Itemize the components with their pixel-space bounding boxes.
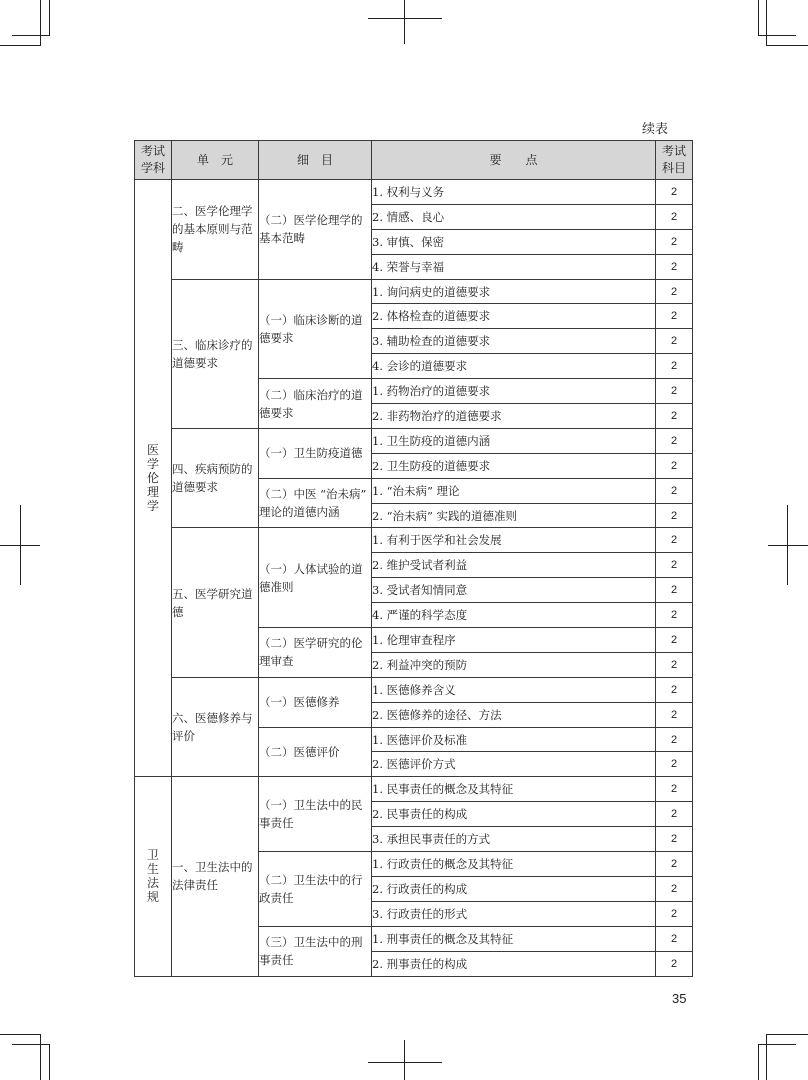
- point-cell: 1. 伦理审查程序: [372, 628, 656, 653]
- level-cell: 2: [656, 229, 693, 254]
- level-cell: 2: [656, 279, 693, 304]
- table-row: [135, 777, 693, 802]
- point-cell: 1. 卫生防疫的道德内涵: [372, 428, 656, 453]
- level-cell: 2: [656, 901, 693, 926]
- detail-cell: （二）医学研究的伦理审查: [259, 628, 372, 678]
- table-row: [135, 677, 693, 702]
- level-cell: 2: [656, 180, 693, 205]
- level-cell: 2: [656, 852, 693, 877]
- detail-cell: （一）临床诊断的道德要求: [259, 279, 372, 379]
- point-cell: 1. 刑事责任的概念及其特征: [372, 926, 656, 951]
- header-row: [135, 141, 693, 180]
- point-cell: 1. 有利于医学和社会发展: [372, 528, 656, 553]
- level-cell: 2: [656, 354, 693, 379]
- point-cell: 3. 辅助检查的道德要求: [372, 329, 656, 354]
- point-cell: 1. 询问病史的道德要求: [372, 279, 656, 304]
- level-cell: 2: [656, 329, 693, 354]
- point-cell: 2. 维护受试者利益: [372, 553, 656, 578]
- point-cell: 2. 非药物治疗的道德要求: [372, 404, 656, 429]
- header-subject: 考试 学科: [135, 141, 172, 180]
- point-cell: 2. 情感、良心: [372, 204, 656, 229]
- point-cell: 3. 行政责任的形式: [372, 901, 656, 926]
- point-cell: 1. 民事责任的概念及其特征: [372, 777, 656, 802]
- level-cell: 2: [656, 379, 693, 404]
- level-cell: 2: [656, 876, 693, 901]
- unit-cell: 一、卫生法中的法律责任: [172, 777, 259, 976]
- detail-cell: （三）卫生法中的刑事责任: [259, 926, 372, 976]
- point-cell: 3. 审慎、保密: [372, 229, 656, 254]
- level-cell: 2: [656, 727, 693, 752]
- unit-cell: 五、医学研究道德: [172, 528, 259, 677]
- level-cell: 2: [656, 453, 693, 478]
- point-cell: 2. 卫生防疫的道德要求: [372, 453, 656, 478]
- point-cell: 4. 严谨的科学态度: [372, 603, 656, 628]
- unit-cell: 六、医德修养与评价: [172, 677, 259, 777]
- unit-cell: 二、医学伦理学的基本原则与范畴: [172, 180, 259, 280]
- point-cell: 2. 医德修养的途径、方法: [372, 702, 656, 727]
- table-row: [135, 528, 693, 553]
- level-cell: 2: [656, 652, 693, 677]
- table-row: [135, 428, 693, 453]
- level-cell: 2: [656, 926, 693, 951]
- point-cell: 2. 利益冲突的预防: [372, 652, 656, 677]
- point-cell: 2. 行政责任的构成: [372, 876, 656, 901]
- detail-cell: （一）卫生法中的民事责任: [259, 777, 372, 852]
- point-cell: 2. “治未病” 实践的道德准则: [372, 503, 656, 528]
- level-cell: 2: [656, 628, 693, 653]
- point-cell: 1. 药物治疗的道德要求: [372, 379, 656, 404]
- level-cell: 2: [656, 777, 693, 802]
- header-point: 要 点: [372, 141, 656, 180]
- header-detail: 细 目: [259, 141, 372, 180]
- level-cell: 2: [656, 827, 693, 852]
- page-number: 35: [672, 991, 687, 1006]
- point-cell: 2. 民事责任的构成: [372, 802, 656, 827]
- point-cell: 1. 行政责任的概念及其特征: [372, 852, 656, 877]
- level-cell: 2: [656, 578, 693, 603]
- level-cell: 2: [656, 304, 693, 329]
- detail-cell: （二）中医 “治未病” 理论的道德内涵: [259, 478, 372, 528]
- point-cell: 2. 体格检查的道德要求: [372, 304, 656, 329]
- detail-cell: （二）医德评价: [259, 727, 372, 777]
- point-cell: 3. 受试者知情同意: [372, 578, 656, 603]
- continued-label: 续表: [642, 122, 669, 137]
- detail-cell: （二）卫生法中的行政责任: [259, 852, 372, 927]
- level-cell: 2: [656, 553, 693, 578]
- level-cell: 2: [656, 752, 693, 777]
- point-cell: 2. 医德评价方式: [372, 752, 656, 777]
- level-cell: 2: [656, 503, 693, 528]
- point-cell: 3. 承担民事责任的方式: [372, 827, 656, 852]
- level-cell: 2: [656, 404, 693, 429]
- subject-label: 医 学 伦 理 学: [146, 443, 159, 514]
- table-row: [135, 180, 693, 205]
- point-cell: 1. 医德修养含义: [372, 677, 656, 702]
- subject-cell: [135, 180, 172, 777]
- point-cell: 1. 权利与义务: [372, 180, 656, 205]
- point-cell: 1. “治未病” 理论: [372, 478, 656, 503]
- point-cell: 4. 会诊的道德要求: [372, 354, 656, 379]
- detail-cell: （一）人体试验的道德准则: [259, 528, 372, 628]
- point-cell: 4. 荣誉与幸福: [372, 254, 656, 279]
- level-cell: 2: [656, 428, 693, 453]
- subject-cell: [135, 777, 172, 976]
- unit-cell: 四、疾病预防的道德要求: [172, 428, 259, 528]
- level-cell: 2: [656, 702, 693, 727]
- header-unit: 单 元: [172, 141, 259, 180]
- point-cell: 1. 医德评价及标准: [372, 727, 656, 752]
- header-level: 考试 科目: [656, 141, 693, 180]
- level-cell: 2: [656, 951, 693, 976]
- unit-cell: 三、临床诊疗的道德要求: [172, 279, 259, 428]
- detail-cell: （二）医学伦理学的基本范畴: [259, 180, 372, 280]
- level-cell: 2: [656, 603, 693, 628]
- detail-cell: （一）卫生防疫道德: [259, 428, 372, 478]
- detail-cell: （二）临床治疗的道德要求: [259, 379, 372, 429]
- level-cell: 2: [656, 677, 693, 702]
- point-cell: 2. 刑事责任的构成: [372, 951, 656, 976]
- level-cell: 2: [656, 204, 693, 229]
- subject-label: 卫 生 法 规: [146, 848, 159, 905]
- level-cell: 2: [656, 478, 693, 503]
- level-cell: 2: [656, 802, 693, 827]
- detail-cell: （一）医德修养: [259, 677, 372, 727]
- table-row: [135, 279, 693, 304]
- level-cell: 2: [656, 528, 693, 553]
- syllabus-table: [134, 140, 693, 977]
- level-cell: 2: [656, 254, 693, 279]
